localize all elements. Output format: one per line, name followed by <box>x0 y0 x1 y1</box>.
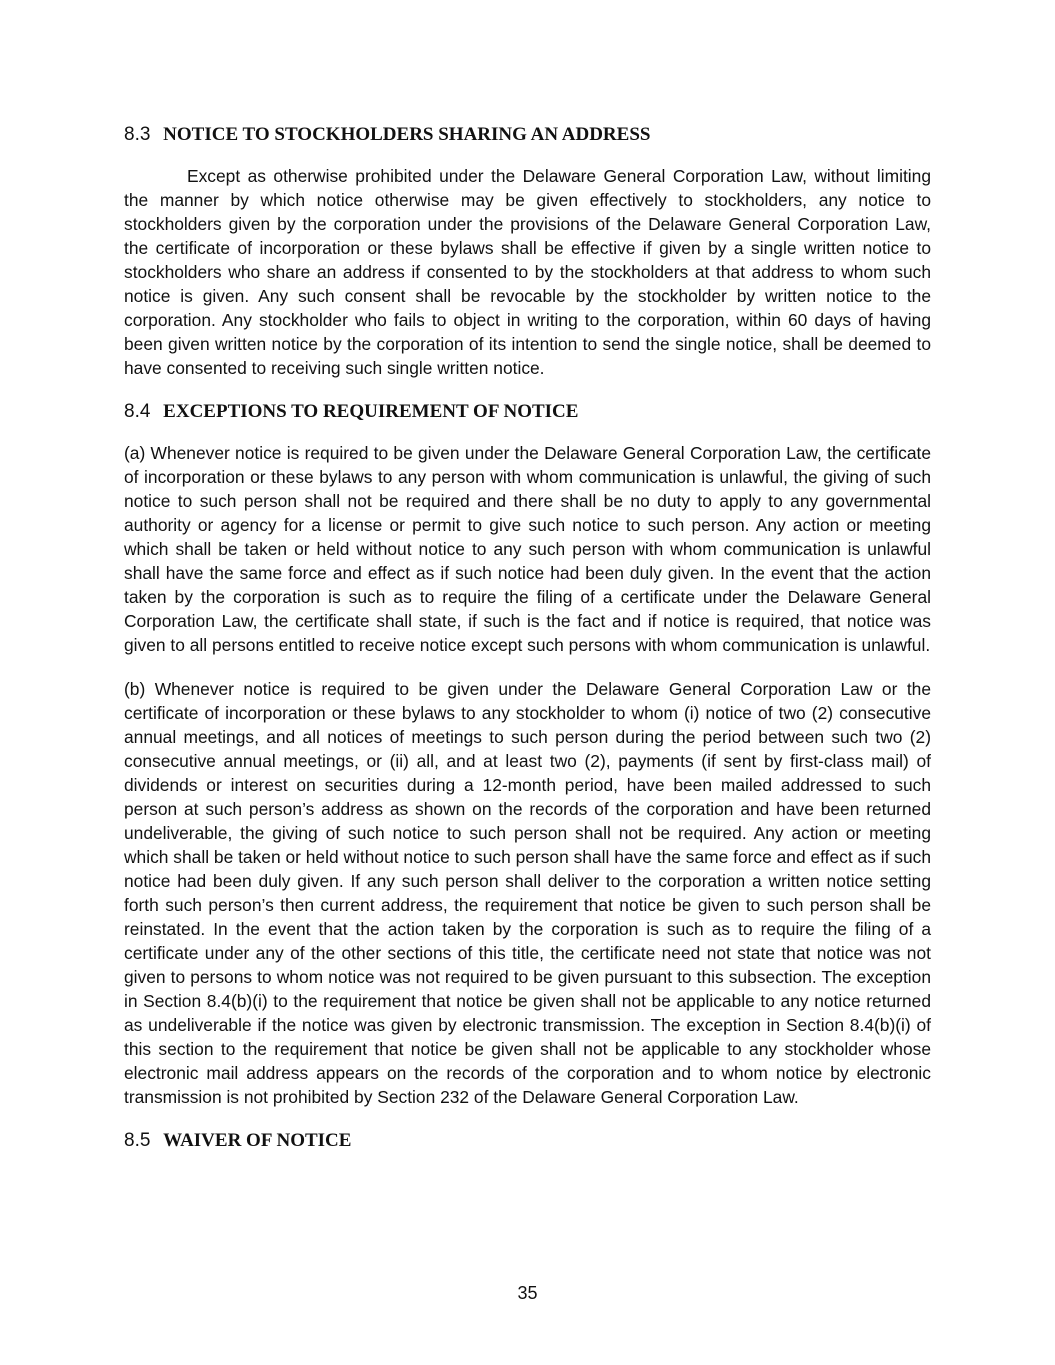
section-title: WAIVER OF NOTICE <box>163 1130 352 1151</box>
section-number: 8.4 <box>124 401 151 422</box>
section-paragraph-b: (b) Whenever notice is required to be given under the Delaware General Corporation Law or the certificate of incorporation or these bylaws to any stockholder to whom (i) notice of two (2) consecutive annual meetings, and all notices of meetings to such person during the period between such two (2) consecutive annual meetings, or (ii) all, and at least two (2), payments (if sent by first-class mail) of dividends or interest on securities during a 12-month period, have been mailed addressed to such person at such person’s address as shown on the records of the corporation and have been returned undeliverable, the giving of such notice to such person shall not be required. Any action or meeting which shall be taken or held without notice to such person shall have the same force and effect as if such notice had been duly given. If any such person shall deliver to the corporation a written notice setting forth such person’s then current address, the requirement that notice be given to such person shall be reinstated. In the event that the action taken by the corporation is such as to require the filing of a certificate under any of the other sections of this title, the certificate need not state that notice was not given to persons to whom notice was not required to be given pursuant to this subsection. The exception in Section 8.4(b)(i) to the requirement that notice be given shall not be applicable to any notice returned as undeliverable if the notice was given by electronic transmission. The exception in Section 8.4(b)(i) of this section to the requirement that notice be given shall not be applicable to any stockholder whose electronic mail address appears on the records of the corporation and to whom notice by electronic transmission is not prohibited by Section 232 of the Delaware General Corporation Law. <box>124 679 931 1107</box>
section-number: 8.5 <box>124 1130 151 1151</box>
section-heading-8-3 <box>124 123 931 147</box>
section-heading-8-5 <box>124 1129 931 1153</box>
section-heading-8-4 <box>124 400 931 424</box>
page-number: 35 <box>517 1283 538 1303</box>
document-page <box>124 123 931 1170</box>
section-title: NOTICE TO STOCKHOLDERS SHARING AN ADDRESS <box>163 124 651 145</box>
section-paragraph-a: (a) Whenever notice is required to be given under the Delaware General Corporation Law, the certificate of incorporation or these bylaws to any person with whom communication is unlawful, the giving of such notice to such person shall not be required and there shall be no duty to apply to any governmental authority or agency for a license or permit to give such notice to such person. Any action or meeting which shall be taken or held without notice to any such person with whom communication is unlawful shall have the same force and effect as if such notice had been duly given. In the event that the action taken by the corporation is such as to require the filing of a certificate under the Delaware General Corporation Law, the certificate shall state, if such is the fact and if notice is required, that notice was given to all persons entitled to receive notice except such persons with whom communication is unlawful. <box>124 443 931 655</box>
section-paragraph: Except as otherwise prohibited under the Delaware General Corporation Law, without limiting the manner by which notice otherwise may be given effectively to stockholders, any notice to stockholders given by the corporation under the provisions of the Delaware General Corporation Law, the certificate of incorporation or these bylaws shall be effective if given by a single written notice to stockholders who share an address if consented to by the stockholders at that address to whom such notice is given. Any such consent shall be revocable by the stockholder by written notice to the corporation. Any stockholder who fails to object in writing to the corporation, within 60 days of having been given written notice by the corporation of its intention to send the single notice, shall be deemed to have consented to receiving such single written notice. <box>124 166 931 378</box>
section-number: 8.3 <box>124 124 151 145</box>
section-title: EXCEPTIONS TO REQUIREMENT OF NOTICE <box>163 401 579 422</box>
